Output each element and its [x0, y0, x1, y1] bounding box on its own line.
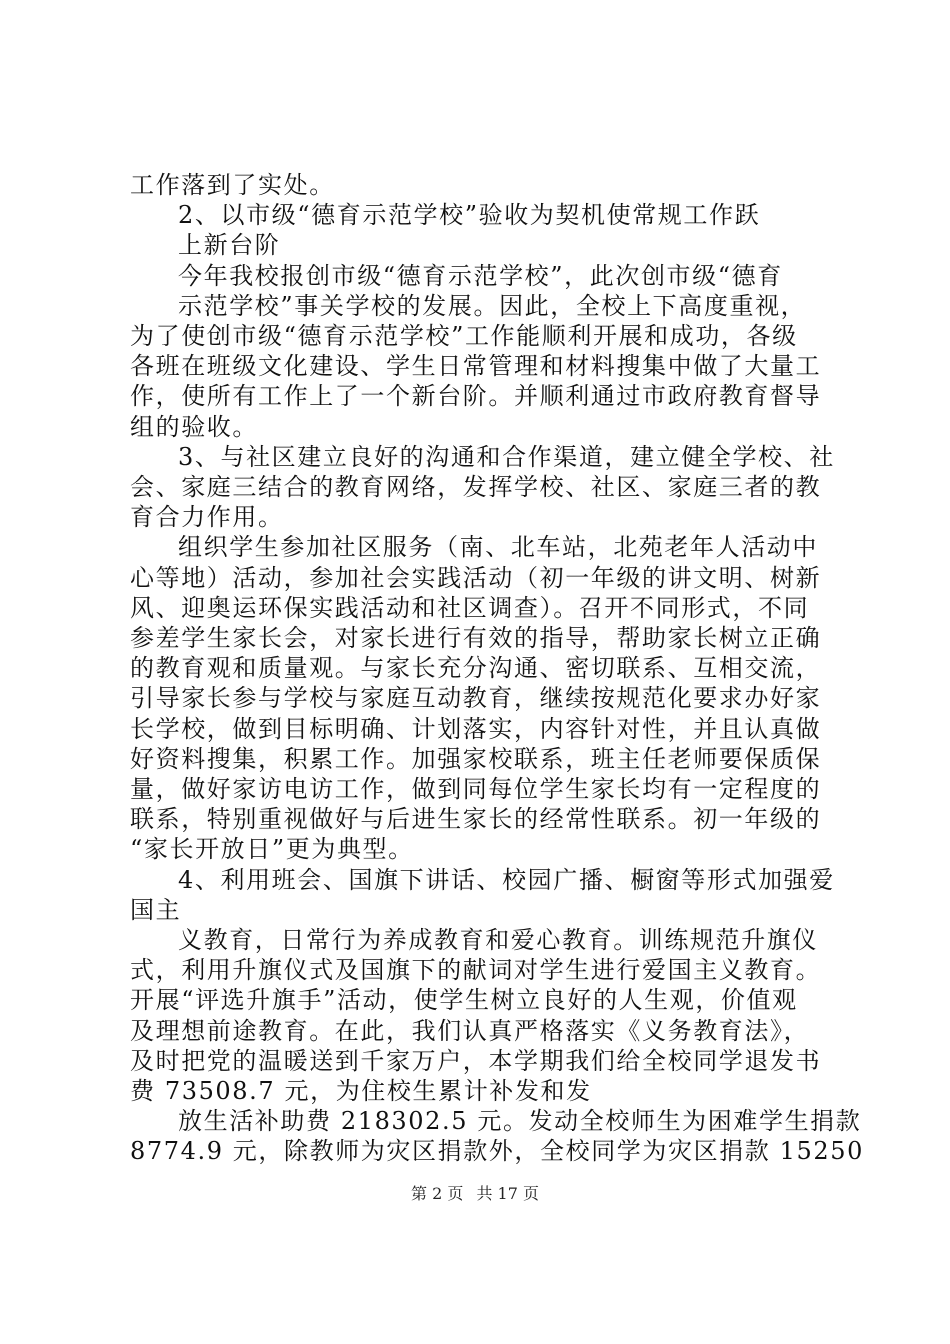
text-line: 示范学校”事关学校的发展。因此，全校上下高度重视，	[178, 291, 807, 320]
text-line: 心等地）活动，参加社会实践活动（初一年级的讲文明、树新	[130, 563, 822, 592]
text-line: 放生活补助费 218302.5 元。发动全校师生为困难学生捐款	[178, 1107, 862, 1136]
text-line: 作，使所有工作上了一个新台阶。并顺利通过市政府教育督导	[130, 382, 822, 411]
text-line: 育合力作用。	[130, 503, 284, 532]
text-line: 为了使创市级“德育示范学校”工作能顺利开展和成功，各级	[130, 322, 798, 350]
text-line: 参差学生家长会，对家长进行有效的指导，帮助家长树立正确	[130, 624, 822, 652]
text-line: 及理想前途教育。在此，我们认真严格落实《义务教育法》，	[130, 1016, 810, 1045]
text-line: 4、利用班会、国旗下讲话、校园广播、橱窗等形式加强爱	[178, 865, 835, 894]
text-line: 好资料搜集，积累工作。加强家校联系，班主任老师要保质保	[130, 744, 822, 773]
page-footer	[0, 1181, 950, 1204]
text-line: 引导家长参与学校与家庭互动教育，继续按规范化要求办好家	[130, 684, 822, 713]
text-line: 国主	[130, 895, 182, 924]
text-line: 2、以市级“德育示范学校”验收为契机使常规工作跃	[178, 201, 761, 230]
page-total: 共 17 页	[476, 1183, 539, 1203]
text-line: 的教育观和质量观。与家长充分沟通、密切联系、互相交流，	[130, 654, 822, 683]
text-line: 各班在班级文化建设、学生日常管理和材料搜集中做了大量工	[130, 352, 822, 381]
text-line: 联系，特别重视做好与后进生家长的经常性联系。初一年级的	[130, 805, 822, 834]
text-line: 8774.9 元，除教师为灾区捐款外，全校同学为灾区捐款 15250	[130, 1137, 864, 1166]
text-line: 风、迎奥运环保实践活动和社区调查）。召开不同形式，不同	[130, 593, 810, 622]
text-line: 会、家庭三结合的教育网络，发挥学校、社区、家庭三者的教	[130, 473, 822, 501]
text-line: 开展“评选升旗手”活动，使学生树立良好的人生观，价值观	[130, 986, 798, 1015]
text-line: 今年我校报创市级“德育示范学校”，此次创市级“德育	[178, 261, 783, 290]
text-line: 及时把党的温暖送到千家万户，本学期我们给全校同学退发书	[130, 1046, 822, 1075]
text-line: “家长开放日”更为典型。	[130, 835, 414, 864]
text-line: 义教育，日常行为养成教育和爱心教育。训练规范升旗仪	[178, 926, 818, 954]
text-line: 费 73508.7 元，为住校生累计补发和发	[130, 1077, 592, 1105]
text-line: 上新台阶	[178, 231, 281, 260]
text-line: 组织学生参加社区服务（南、北车站，北苑老年人活动中	[178, 533, 818, 562]
text-line: 量，做好家访电访工作，做到同每位学生家长均有一定程度的	[130, 775, 822, 803]
text-line: 组的验收。	[130, 412, 258, 441]
page-number: 第 2 页	[411, 1183, 464, 1203]
text-line: 长学校，做到目标明确、计划落实，内容针对性，并且认真做	[130, 714, 822, 743]
text-line: 工作落到了实处。	[130, 171, 335, 199]
text-line: 3、与社区建立良好的沟通和合作渠道，建立健全学校、社	[178, 442, 835, 471]
text-line: 式，利用升旗仪式及国旗下的献词对学生进行爱国主义教育。	[130, 956, 822, 985]
